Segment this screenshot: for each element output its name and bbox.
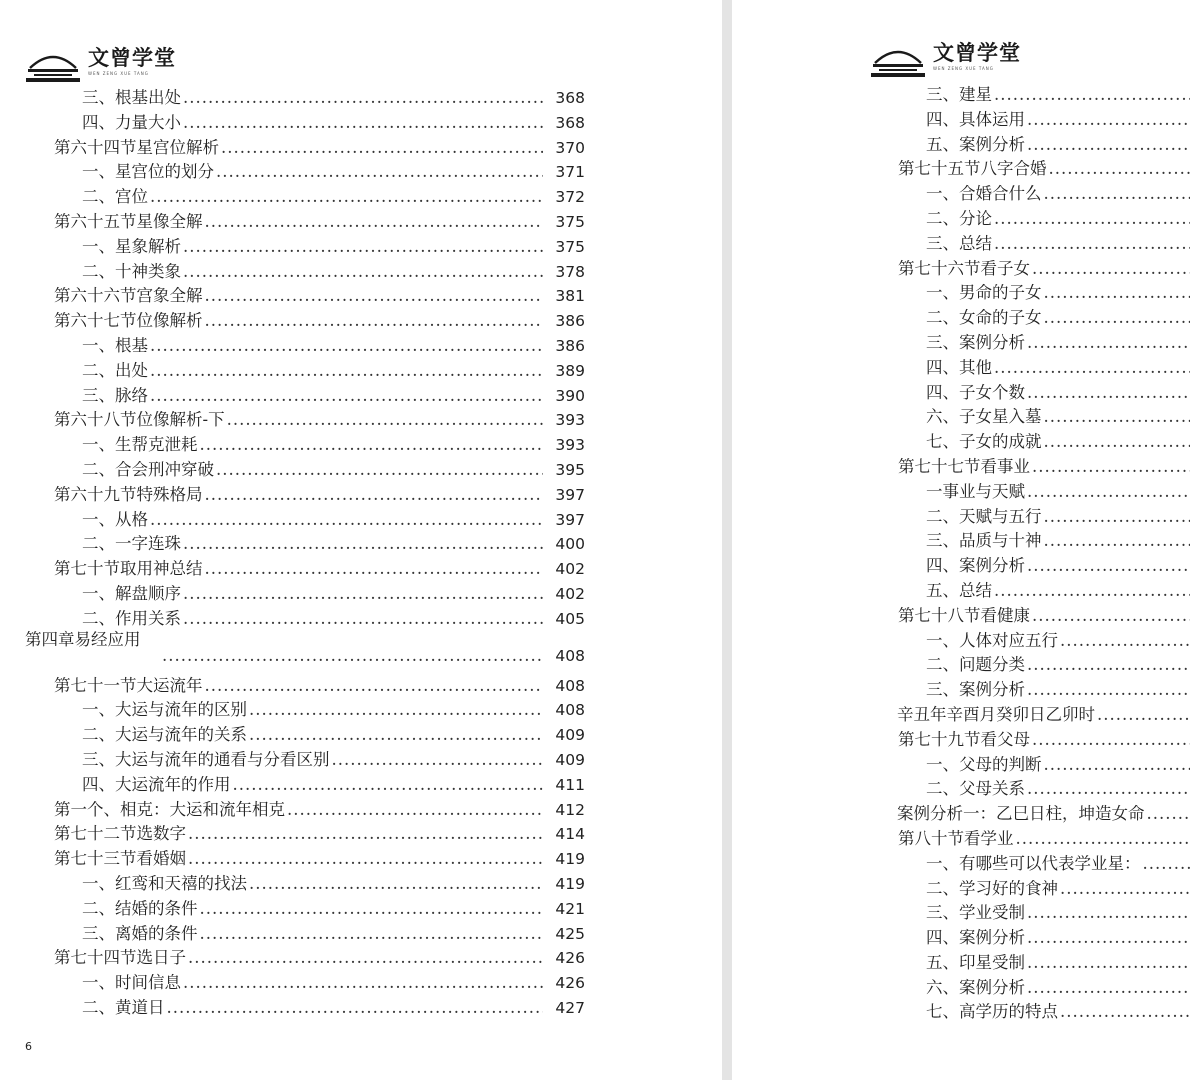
toc-entry-title: 三、离婚的条件 — [82, 923, 198, 943]
toc-entry-title: 七、子女的成就 — [926, 432, 1042, 452]
toc-entry-title: 四、其他 — [926, 357, 992, 377]
toc-entry-page: 370 — [555, 138, 585, 157]
toc-entry[interactable] — [732, 430, 1190, 455]
toc-entry[interactable] — [0, 798, 585, 823]
dot-leader — [1016, 827, 1190, 852]
brand-logo-right — [869, 41, 1021, 81]
toc-entry-page: 389 — [555, 361, 585, 380]
toc-entry-title: 第七十六节看子女 — [898, 258, 1030, 278]
dot-leader — [287, 798, 543, 823]
toc-entry[interactable] — [0, 136, 585, 161]
toc-entry[interactable] — [0, 86, 585, 111]
dot-leader — [162, 644, 543, 669]
toc-entry-title: 第一个、相克：大运和流年相克 — [54, 799, 285, 819]
toc-entry[interactable] — [732, 976, 1190, 1001]
toc-list-left — [0, 86, 585, 1021]
toc-entry-page: 397 — [555, 485, 585, 504]
toc-entry-title: 三、品质与十神 — [926, 531, 1042, 551]
dot-leader — [1143, 852, 1190, 877]
toc-entry-title: 二、作用关系 — [82, 608, 181, 628]
toc-entry-page: 386 — [555, 312, 585, 331]
toc-entry-title: 五、总结 — [926, 580, 992, 600]
toc-entry[interactable] — [732, 207, 1190, 232]
toc-entry[interactable] — [732, 306, 1190, 331]
toc-entry-title: 第七十三节看婚姻 — [54, 849, 186, 869]
toc-entry[interactable] — [0, 946, 585, 971]
toc-entry[interactable] — [732, 257, 1190, 282]
toc-entry-title: 四、子女个数 — [926, 382, 1025, 402]
dot-leader — [188, 847, 543, 872]
toc-entry[interactable] — [732, 827, 1190, 852]
toc-entry-title: 第七十二节选数字 — [54, 824, 186, 844]
dot-leader — [1027, 554, 1190, 579]
dot-leader — [205, 674, 544, 699]
toc-entry-title: 辛丑年辛酉月癸卯日乙卯时 — [897, 704, 1095, 724]
toc-entry[interactable] — [0, 674, 585, 699]
toc-entry-title: 一、生帮克泄耗 — [82, 435, 198, 455]
toc-entry-page: 375 — [555, 212, 585, 231]
toc-entry-page: 390 — [555, 386, 585, 405]
toc-entry-page: 368 — [555, 89, 585, 107]
dot-leader — [183, 86, 543, 111]
dot-leader — [205, 210, 544, 235]
dot-leader — [1027, 901, 1190, 926]
toc-entry[interactable] — [0, 971, 585, 996]
toc-entry[interactable] — [0, 334, 585, 359]
dot-leader — [1027, 381, 1190, 406]
toc-entry-title: 案例分析一：乙巳日柱，坤造女命 — [897, 804, 1145, 824]
toc-entry[interactable] — [732, 133, 1190, 158]
toc-entry-page: 375 — [555, 237, 585, 256]
toc-entry[interactable] — [732, 281, 1190, 306]
toc-entry[interactable] — [0, 582, 585, 607]
toc-entry[interactable] — [0, 185, 585, 210]
toc-entry[interactable] — [732, 877, 1190, 902]
toc-entry[interactable] — [732, 777, 1190, 802]
toc-entry-title: 四、案例分析 — [926, 928, 1025, 948]
toc-entry[interactable] — [0, 458, 585, 483]
toc-entry[interactable] — [732, 182, 1190, 207]
toc-entry[interactable] — [732, 529, 1190, 554]
toc-entry[interactable] — [732, 926, 1190, 951]
toc-entry-title: 第六十七节位像解析 — [54, 311, 203, 331]
toc-entry-page: 393 — [555, 436, 585, 455]
toc-entry[interactable] — [0, 557, 585, 582]
toc-entry-title: 三、脉络 — [82, 385, 148, 405]
toc-entry[interactable] — [0, 160, 585, 185]
toc-entry-title: 一、父母的判断 — [926, 754, 1042, 774]
dot-leader — [249, 698, 543, 723]
toc-entry-page: 425 — [555, 924, 585, 943]
dot-leader — [200, 897, 544, 922]
toc-entry-title: 一、解盘顺序 — [82, 583, 181, 603]
dot-leader — [1060, 1000, 1190, 1025]
dot-leader — [150, 384, 543, 409]
dot-leader — [183, 260, 543, 285]
toc-entry-title: 一、大运与流年的区别 — [82, 700, 247, 720]
toc-entry[interactable] — [0, 508, 585, 533]
dot-leader — [200, 922, 544, 947]
toc-entry-title: 六、子女星入墓 — [926, 407, 1042, 427]
toc-entry[interactable] — [0, 629, 585, 674]
toc-entry-title: 二、黄道日 — [82, 997, 165, 1017]
toc-entry-page: 371 — [555, 163, 585, 182]
toc-entry-page: 426 — [555, 974, 585, 993]
toc-entry-title: 第七十一节大运流年 — [54, 675, 203, 695]
toc-entry-title: 二、天赋与五行 — [926, 506, 1042, 526]
toc-entry[interactable] — [732, 653, 1190, 678]
toc-entry-page: 427 — [555, 998, 585, 1017]
toc-entry[interactable] — [0, 483, 585, 508]
toc-entry[interactable] — [0, 748, 585, 773]
toc-entry-page: 408 — [555, 676, 585, 695]
toc-entry-page: 368 — [555, 113, 585, 132]
toc-entry-title: 二、出处 — [82, 360, 148, 380]
toc-entry-page: 419 — [555, 850, 585, 869]
toc-entry-title: 一、人体对应五行 — [926, 630, 1058, 650]
dot-leader — [150, 508, 543, 533]
dot-leader — [994, 356, 1190, 381]
dot-leader — [1044, 405, 1190, 430]
toc-entry-title: 三、学业受制 — [926, 903, 1025, 923]
dot-leader — [227, 408, 543, 433]
dot-leader — [1027, 951, 1190, 976]
dot-leader — [994, 207, 1190, 232]
toc-entry[interactable] — [0, 822, 585, 847]
toc-entry-page: 397 — [555, 510, 585, 529]
toc-entry[interactable] — [732, 157, 1190, 182]
toc-entry[interactable] — [732, 579, 1190, 604]
toc-entry-title: 一、红鸾和天禧的找法 — [82, 873, 247, 893]
brand-subtitle: WEN ZENG XUE TANG — [933, 66, 994, 71]
toc-entry[interactable] — [732, 108, 1190, 133]
dot-leader — [1060, 629, 1190, 654]
toc-entry-title: 二、分论 — [926, 208, 992, 228]
dot-leader — [183, 532, 543, 557]
dot-leader — [183, 111, 543, 136]
toc-entry[interactable] — [0, 359, 585, 384]
toc-entry[interactable] — [0, 847, 585, 872]
toc-entry-title: 二、十神类象 — [82, 261, 181, 281]
dot-leader — [1027, 108, 1190, 133]
page-gutter — [722, 0, 732, 1080]
toc-entry-title: 第七十五节八字合婚 — [898, 159, 1047, 179]
toc-entry-title: 第六十六节宫象全解 — [54, 286, 203, 306]
toc-entry-page: 402 — [555, 560, 585, 579]
dot-leader — [1032, 257, 1190, 282]
toc-entry-title: 一、星象解析 — [82, 236, 181, 256]
toc-entry-page: 426 — [555, 949, 585, 968]
dot-leader — [1032, 455, 1190, 480]
toc-entry-title: 二、女命的子女 — [926, 308, 1042, 328]
toc-entry-title: 一事业与天赋 — [926, 481, 1025, 501]
toc-entry-title: 四、力量大小 — [82, 112, 181, 132]
toc-entry-page: 409 — [555, 726, 585, 745]
toc-entry-title: 第六十八节位像解析-下 — [54, 410, 225, 430]
toc-entry[interactable] — [0, 384, 585, 409]
dot-leader — [1027, 678, 1190, 703]
toc-entry-page: 395 — [555, 460, 585, 479]
brand-name: 文曾学堂 — [88, 45, 176, 70]
toc-entry[interactable] — [0, 284, 585, 309]
dot-leader — [150, 185, 543, 210]
dot-leader — [1027, 133, 1190, 158]
dot-leader — [1027, 926, 1190, 951]
toc-entry-title: 一、星宫位的划分 — [82, 162, 214, 182]
toc-entry[interactable] — [732, 951, 1190, 976]
toc-entry-page: 372 — [555, 188, 585, 207]
toc-entry[interactable] — [732, 554, 1190, 579]
toc-entry-title: 五、案例分析 — [926, 134, 1025, 154]
toc-entry[interactable] — [0, 773, 585, 798]
toc-entry[interactable] — [732, 604, 1190, 629]
toc-entry[interactable] — [732, 753, 1190, 778]
dot-leader — [1044, 281, 1190, 306]
dot-leader — [1060, 877, 1190, 902]
toc-entry-title: 七、高学历的特点 — [926, 1002, 1058, 1022]
toc-entry-title: 五、印星受制 — [926, 952, 1025, 972]
dot-leader — [1032, 728, 1190, 753]
toc-entry-title: 一、从格 — [82, 509, 148, 529]
toc-entry[interactable] — [732, 331, 1190, 356]
toc-entry-title: 第六十九节特殊格局 — [54, 484, 203, 504]
toc-entry[interactable] — [732, 505, 1190, 530]
toc-entry[interactable] — [0, 260, 585, 285]
toc-entry-title: 一、合婚合什么 — [926, 184, 1042, 204]
toc-entry-page: 381 — [555, 287, 585, 306]
dot-leader — [332, 748, 544, 773]
toc-entry-page: 412 — [555, 800, 585, 819]
toc-entry-page: 411 — [555, 775, 585, 794]
toc-entry[interactable] — [732, 356, 1190, 381]
toc-entry[interactable] — [0, 532, 585, 557]
toc-entry-page: 419 — [555, 874, 585, 893]
toc-entry-title: 四、案例分析 — [926, 556, 1025, 576]
dot-leader — [183, 607, 543, 632]
toc-entry-title: 三、总结 — [926, 233, 992, 253]
toc-entry[interactable] — [732, 703, 1190, 728]
toc-entry[interactable] — [0, 111, 585, 136]
toc-entry-title: 第六十五节星像全解 — [54, 211, 203, 231]
dot-leader — [249, 723, 543, 748]
toc-entry-title: 二、问题分类 — [926, 655, 1025, 675]
toc-entry-title: 一、有哪些可以代表学业星： — [926, 853, 1141, 873]
dot-leader — [1044, 505, 1190, 530]
dot-leader — [150, 359, 543, 384]
toc-entry[interactable] — [0, 235, 585, 260]
dot-leader — [183, 235, 543, 260]
toc-entry-title: 第七十九节看父母 — [898, 729, 1030, 749]
page-number: 6 — [25, 1040, 32, 1053]
toc-entry-title: 三、案例分析 — [926, 332, 1025, 352]
toc-entry[interactable] — [732, 83, 1190, 108]
toc-entry[interactable] — [732, 455, 1190, 480]
dot-leader — [1097, 703, 1190, 728]
pavilion-icon — [869, 41, 927, 81]
toc-entry-title: 二、学习好的食神 — [926, 878, 1058, 898]
toc-entry[interactable] — [732, 901, 1190, 926]
toc-entry[interactable] — [732, 852, 1190, 877]
toc-entry-title: 三、根基出处 — [82, 88, 181, 107]
dot-leader — [233, 773, 544, 798]
toc-entry-page: 386 — [555, 336, 585, 355]
toc-entry[interactable] — [0, 897, 585, 922]
dot-leader — [249, 872, 543, 897]
right-page — [732, 0, 1190, 1080]
dot-leader — [216, 458, 543, 483]
toc-entry-title: 二、合会刑冲穿破 — [82, 459, 214, 479]
toc-entry[interactable] — [732, 802, 1190, 827]
dot-leader — [1027, 653, 1190, 678]
toc-entry-page: 405 — [555, 609, 585, 628]
toc-entry-title: 三、建星 — [926, 85, 992, 104]
toc-entry[interactable] — [0, 309, 585, 334]
dot-leader — [1032, 604, 1190, 629]
dot-leader — [1044, 182, 1190, 207]
toc-entry[interactable] — [0, 872, 585, 897]
dot-leader — [216, 160, 543, 185]
toc-entry-page: 421 — [555, 899, 585, 918]
dot-leader — [1049, 157, 1190, 182]
toc-entry-title: 三、大运与流年的通看与分看区别 — [82, 749, 330, 769]
toc-entry-page: 393 — [555, 411, 585, 430]
toc-entry-page: 402 — [555, 584, 585, 603]
dot-leader — [1027, 976, 1190, 1001]
toc-entry-title: 一、根基 — [82, 335, 148, 355]
dot-leader — [1027, 331, 1190, 356]
toc-entry[interactable] — [0, 433, 585, 458]
dot-leader — [183, 582, 543, 607]
toc-entry-title: 第七十节取用神总结 — [54, 559, 203, 579]
dot-leader — [1044, 306, 1190, 331]
toc-entry[interactable] — [0, 408, 585, 433]
toc-entry[interactable] — [732, 405, 1190, 430]
toc-entry-page: 400 — [555, 535, 585, 554]
toc-entry-page: 409 — [555, 750, 585, 769]
toc-entry-title: 四、大运流年的作用 — [82, 774, 231, 794]
toc-entry-page: 408 — [555, 646, 585, 665]
dot-leader — [994, 579, 1190, 604]
toc-entry-title: 二、大运与流年的关系 — [82, 725, 247, 745]
dot-leader — [188, 946, 543, 971]
dot-leader — [1044, 430, 1190, 455]
toc-entry-title: 二、一字连珠 — [82, 534, 181, 554]
toc-entry-title: 第六十四节星宫位解析 — [54, 137, 219, 157]
toc-entry[interactable] — [0, 698, 585, 723]
dot-leader — [221, 136, 543, 161]
toc-entry[interactable] — [0, 723, 585, 748]
toc-entry-title: 二、父母关系 — [926, 779, 1025, 799]
toc-entry-title: 第七十八节看健康 — [898, 605, 1030, 625]
dot-leader — [205, 284, 544, 309]
toc-entry-title: 一、时间信息 — [82, 973, 181, 993]
toc-entry-title: 四、具体运用 — [926, 109, 1025, 129]
dot-leader — [1044, 529, 1190, 554]
toc-list-right — [732, 83, 1190, 1025]
dot-leader — [188, 822, 543, 847]
toc-entry-title: 二、宫位 — [82, 187, 148, 207]
dot-leader — [994, 83, 1190, 108]
toc-entry-title: 二、结婚的条件 — [82, 898, 198, 918]
dot-leader — [994, 232, 1190, 257]
dot-leader — [1147, 802, 1190, 827]
dot-leader — [1027, 777, 1190, 802]
toc-entry[interactable] — [0, 210, 585, 235]
toc-entry[interactable] — [732, 629, 1190, 654]
dot-leader — [200, 433, 544, 458]
dot-leader — [167, 996, 544, 1021]
dot-leader — [1027, 480, 1190, 505]
toc-entry-page: 408 — [555, 701, 585, 720]
toc-entry-title: 一、男命的子女 — [926, 283, 1042, 303]
toc-entry[interactable] — [732, 728, 1190, 753]
toc-entry[interactable] — [732, 232, 1190, 257]
pavilion-icon — [24, 46, 82, 86]
brand-logo — [24, 46, 176, 86]
toc-entry-title: 三、案例分析 — [926, 680, 1025, 700]
dot-leader — [205, 309, 544, 334]
toc-entry[interactable] — [732, 678, 1190, 703]
toc-entry[interactable] — [732, 381, 1190, 406]
toc-entry[interactable] — [732, 480, 1190, 505]
toc-entry[interactable] — [732, 1000, 1190, 1025]
dot-leader — [205, 483, 544, 508]
toc-entry-title: 第四章易经应用 — [25, 629, 141, 649]
dot-leader — [150, 334, 543, 359]
toc-entry-page: 378 — [555, 262, 585, 281]
toc-entry-title: 第八十节看学业 — [898, 828, 1014, 848]
brand-name: 文曾学堂 — [933, 40, 1021, 65]
toc-entry[interactable] — [0, 996, 585, 1021]
dot-leader — [1044, 753, 1190, 778]
toc-entry[interactable] — [0, 922, 585, 947]
toc-entry-title: 第七十七节看事业 — [898, 456, 1030, 476]
toc-entry-title: 六、案例分析 — [926, 977, 1025, 997]
dot-leader — [183, 971, 543, 996]
dot-leader — [205, 557, 544, 582]
toc-entry-page: 414 — [555, 825, 585, 844]
brand-subtitle: WEN ZENG XUE TANG — [88, 71, 149, 76]
toc-entry-title: 第七十四节选日子 — [54, 948, 186, 968]
